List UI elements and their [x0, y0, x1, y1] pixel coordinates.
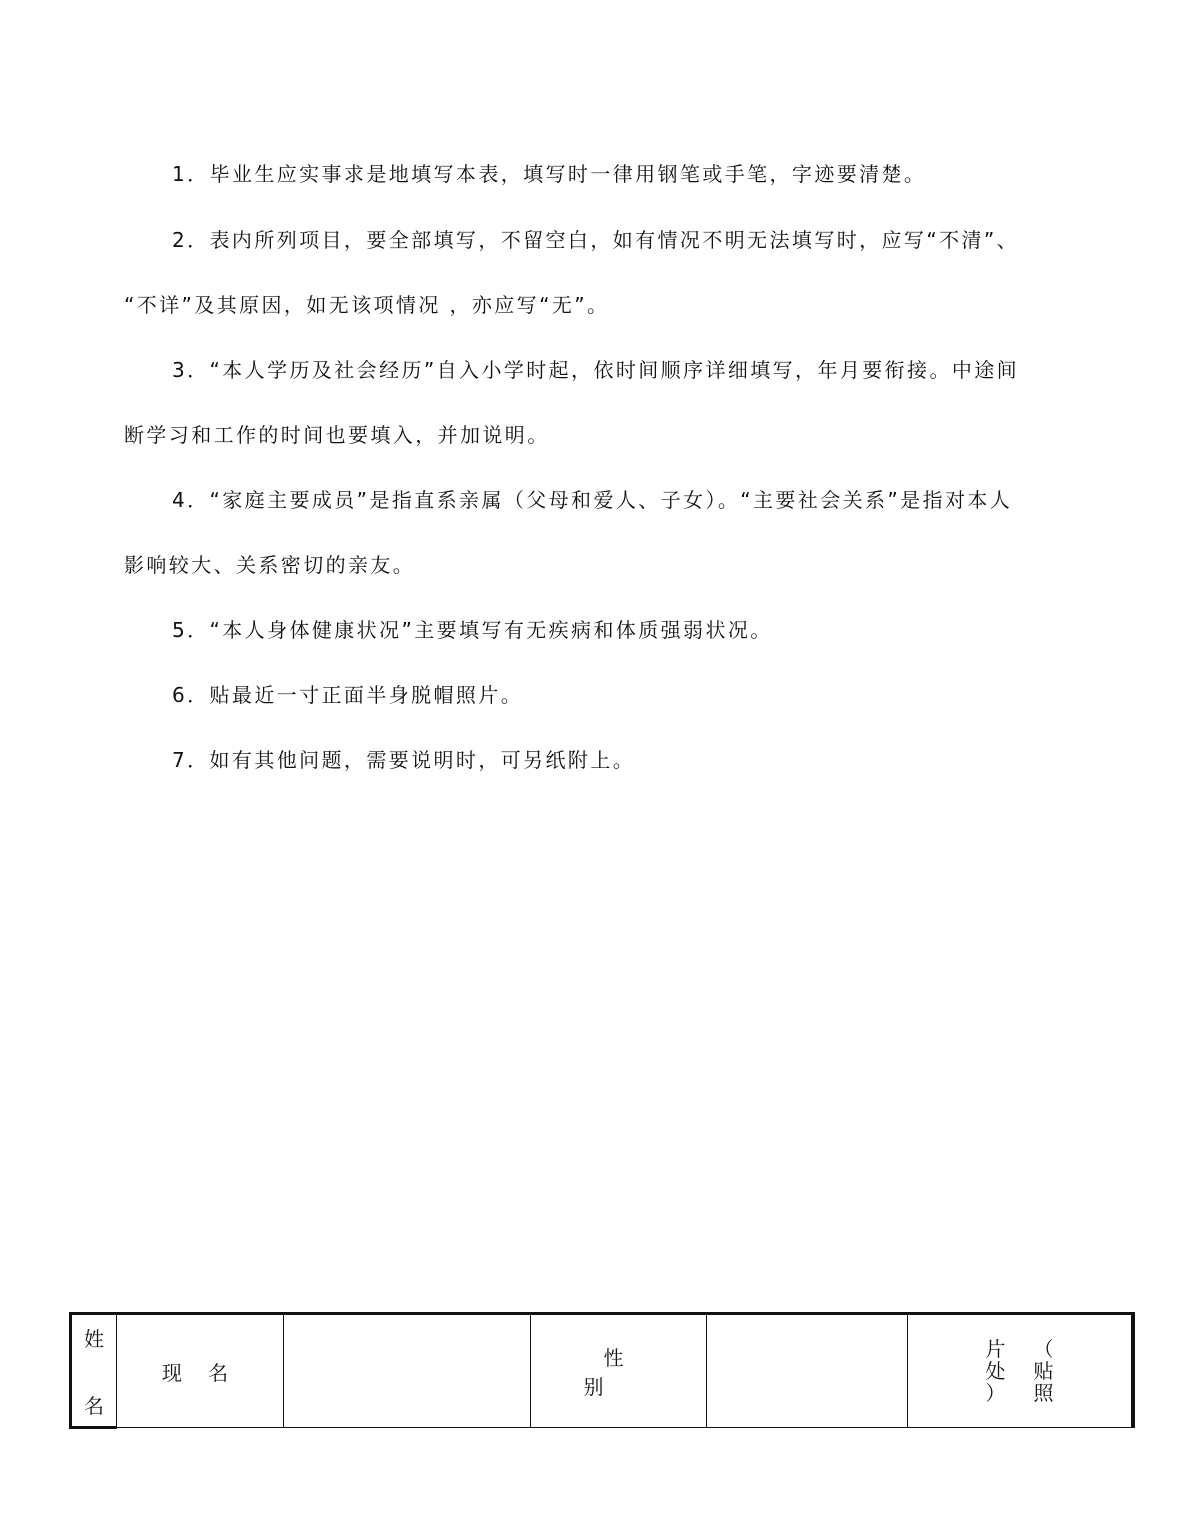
photo-char: ） — [985, 1381, 1006, 1405]
photo-text-right-column — [1029, 1338, 1059, 1404]
instruction-4-line-1: 4．“家庭主要成员”是指直系亲属（父母和爱人、子女）。“主要社会关系”是指对本人 — [172, 488, 1013, 512]
instruction-1: 1．毕业生应实事求是地填写本表，填写时一律用钢笔或手笔，字迹要清楚。 — [172, 162, 927, 186]
photo-char: 照 — [1033, 1381, 1054, 1405]
instruction-5: 5．“本人身体健康状况”主要填写有无疾病和体质强弱状况。 — [172, 618, 773, 642]
instruction-3-line-2: 断学习和工作的时间也要填入，并加说明。 — [124, 423, 550, 447]
name-label-bottom: 名 — [84, 1393, 104, 1418]
current-name-field[interactable] — [284, 1314, 531, 1428]
instruction-7: 7．如有其他问题，需要说明时，可另纸附上。 — [172, 748, 636, 772]
photo-char: 贴 — [1033, 1359, 1054, 1383]
student-info-table — [69, 1312, 1135, 1429]
current-name-label: 现 名 — [161, 1360, 239, 1385]
photo-cell[interactable] — [908, 1314, 1134, 1428]
name-label-top: 姓 — [84, 1326, 104, 1351]
photo-char: （ — [1033, 1337, 1054, 1361]
gender-field[interactable] — [707, 1314, 908, 1428]
gender-label-cell — [531, 1314, 707, 1428]
instruction-4-line-2: 影响较大、关系密切的亲友。 — [124, 553, 416, 577]
instruction-6: 6．贴最近一寸正面半身脱帽照片。 — [172, 683, 524, 707]
instruction-2-line-1: 2．表内所列项目，要全部填写，不留空白，如有情况不明无法填写时，应写“不清”、 — [172, 228, 1020, 252]
photo-text-left-column — [981, 1338, 1011, 1404]
instruction-3-line-1: 3．“本人学历及社会经历”自入小学时起，依时间顺序详细填写，年月要衔接。中途间 — [172, 358, 1020, 382]
photo-char: 处 — [985, 1359, 1006, 1383]
name-label-cell — [71, 1314, 117, 1428]
gender-label: 性 别 — [583, 1346, 674, 1399]
instruction-2-line-2: “不详”及其原因，如无该项情况 ，亦应写“无”。 — [124, 293, 610, 317]
photo-placeholder — [908, 1338, 1131, 1404]
current-name-label-cell — [117, 1314, 284, 1428]
photo-char: 片 — [985, 1337, 1006, 1361]
table-row — [71, 1314, 1134, 1428]
